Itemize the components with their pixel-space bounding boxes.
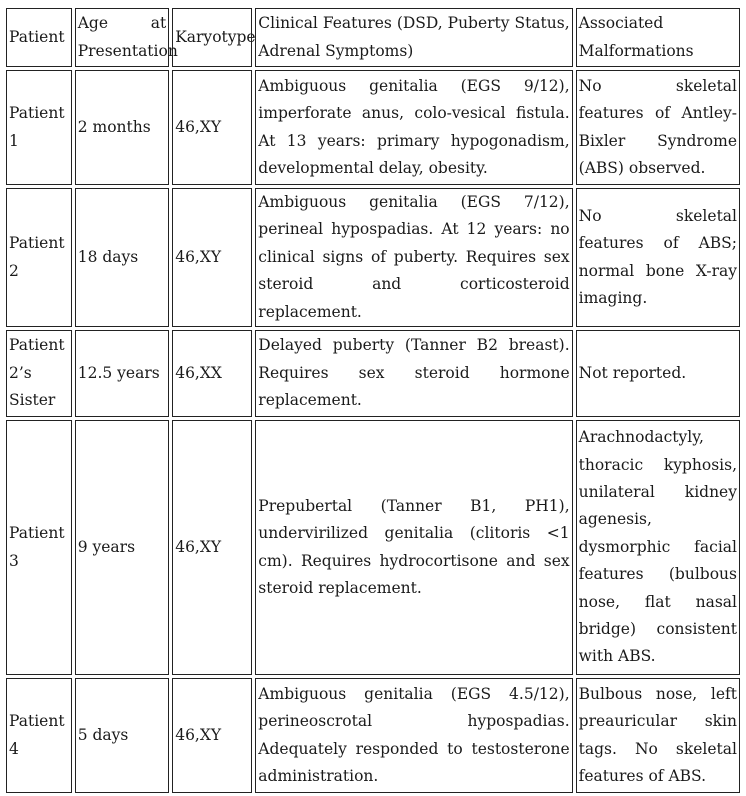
header-row (6, 8, 740, 67)
cell-patient: Patient 1 (6, 70, 72, 185)
cell-patient: Patient 4 (6, 678, 72, 793)
header-clinical: Clinical Features (DSD, Puberty Status, Adrenal Symptoms) (255, 8, 572, 67)
header-karyotype: Karyotype (172, 8, 252, 67)
cell-clinical: Ambiguous genitalia (EGS 7/12), perineal hypospadias. At 12 years: no clinical signs of puberty. Requires sex steroid and corticosteroid replacement. (255, 188, 572, 327)
table-row (6, 188, 740, 327)
cell-patient: Patient 2’s Sister (6, 330, 72, 417)
table-row (6, 678, 740, 793)
cell-age: 18 days (75, 188, 169, 327)
cell-karyotype: 46,XY (172, 420, 252, 675)
cell-age: 2 months (75, 70, 169, 185)
cell-clinical: Ambiguous genitalia (EGS 4.5/12), perineoscrotal hypospadias. Adequately responded to testosterone administration. (255, 678, 572, 793)
cell-clinical: Ambiguous genitalia (EGS 9/12), imperforate anus, colo-vesical fistula. At 13 years: primary hypogonadism, developmental delay, obesity. (255, 70, 572, 185)
cell-patient: Patient 2 (6, 188, 72, 327)
cell-malformations: Arachnodactyly, thoracic kyphosis, unilateral kidney agenesis, dysmorphic facial features (bulbous nose, flat nasal bridge) consistent with ABS. (576, 420, 740, 675)
table-row (6, 330, 740, 417)
cell-karyotype: 46,XY (172, 70, 252, 185)
table-row (6, 70, 740, 185)
header-malformations: Associated Malformations (576, 8, 740, 67)
cell-karyotype: 46,XY (172, 188, 252, 327)
cell-clinical: Delayed puberty (Tanner B2 breast). Requires sex steroid hormone replacement. (255, 330, 572, 417)
cell-karyotype: 46,XY (172, 678, 252, 793)
cell-karyotype: 46,XX (172, 330, 252, 417)
cell-age: 12.5 years (75, 330, 169, 417)
cell-clinical: Prepubertal (Tanner B1, PH1), undervirilized genitalia (clitoris <1 cm). Requires hydrocortisone and sex steroid replacement. (255, 420, 572, 675)
cell-malformations: Not reported. (576, 330, 740, 417)
header-age: Age at Presentation (75, 8, 169, 67)
table-row (6, 420, 740, 675)
patient-table (3, 5, 743, 796)
header-patient: Patient (6, 8, 72, 67)
cell-malformations: No skeletal features of Antley-Bixler Syndrome (ABS) observed. (576, 70, 740, 185)
cell-patient: Patient 3 (6, 420, 72, 675)
cell-age: 9 years (75, 420, 169, 675)
cell-age: 5 days (75, 678, 169, 793)
cell-malformations: No skeletal features of ABS; normal bone X-ray imaging. (576, 188, 740, 327)
cell-malformations: Bulbous nose, left preauricular skin tags. No skeletal features of ABS. (576, 678, 740, 793)
